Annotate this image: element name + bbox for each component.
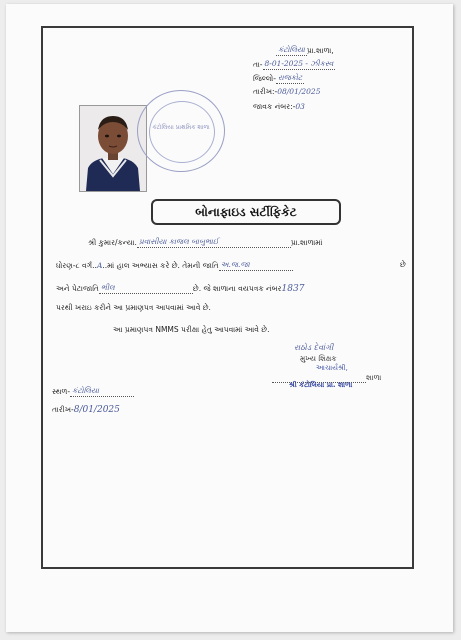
footer-place-value: કંટોલિયા bbox=[70, 386, 134, 397]
class-value: A bbox=[96, 261, 103, 270]
principal-stamp bbox=[282, 343, 390, 395]
body-line-2 bbox=[56, 260, 293, 271]
student-name: પ્રવાસીયા કાજલ બાબુભાઈ bbox=[137, 237, 291, 248]
header-taluka-value: 8-01-2025 - ઝીકસ્વ bbox=[264, 59, 334, 68]
header-district-label: જિલ્લો- bbox=[253, 74, 276, 83]
std-middle: ..માં હાલ અભ્યાસ કરે છે. તેમની જાતિ bbox=[102, 261, 219, 270]
caste-value: અ.જ.જા bbox=[219, 260, 293, 271]
student-name-prefix: શ્રી કુમાર/કન્યા. bbox=[88, 238, 137, 247]
header-outward-label: જાવક નંબર:- bbox=[253, 102, 296, 111]
body-line-3 bbox=[56, 283, 304, 294]
subcaste-prefix: અને પેટાજાતિ bbox=[56, 284, 99, 293]
certificate-title: બોનાફાઇડ સર્ટીફિકેટ bbox=[151, 199, 341, 225]
footer-date-line bbox=[52, 405, 120, 415]
gr-number: 1837 bbox=[281, 284, 305, 294]
principal-signature: રાઠોડ દેવાંગી bbox=[294, 343, 334, 352]
header-school-line bbox=[276, 45, 334, 56]
header-outward-value: 03 bbox=[295, 102, 305, 111]
body-line-1 bbox=[88, 237, 322, 248]
principal-role: મુખ્ય શિક્ષક bbox=[300, 354, 337, 363]
school-signature-suffix: શાળા bbox=[366, 373, 382, 382]
footer-place-line bbox=[52, 386, 134, 397]
body-line-5: આ પ્રમાણપત્ર NMMS પરીક્ષા હેતુ આપવામાં આવે છે. bbox=[113, 325, 270, 334]
school-seal bbox=[137, 90, 225, 172]
header-taluka-label: તા- bbox=[253, 60, 263, 69]
student-photo bbox=[79, 105, 147, 192]
header-date-line bbox=[253, 87, 320, 97]
body-line-4: પરથી ખરાઇ કરીને આ પ્રમાણપત્ર આપવામાં આવે છે. bbox=[56, 303, 211, 312]
school-seal-inner-ring bbox=[149, 101, 215, 163]
student-name-suffix: પ્રા.શાળામાં bbox=[290, 238, 323, 247]
footer-place-label: સ્થળ- bbox=[52, 387, 71, 396]
student-photo-drawing bbox=[80, 106, 146, 191]
header-date-label: તારીખ:- bbox=[253, 87, 278, 96]
header-date-value: 08/01/2025 bbox=[277, 87, 321, 96]
school-stamp-text: શ્રી કંટોલિયા પ્રા. શાળા bbox=[289, 381, 353, 389]
std-suffix: છે bbox=[400, 260, 406, 269]
header-outward-line bbox=[253, 102, 305, 112]
certificate-sheet bbox=[6, 4, 453, 632]
header-taluka-line bbox=[253, 59, 335, 70]
header-district-value: રાજકોટ bbox=[277, 73, 303, 82]
std-prefix: ધોરણ-૮ વર્ગ.. bbox=[56, 261, 97, 270]
header-school-suffix: પ્રા.શાળા, bbox=[306, 46, 334, 55]
footer-date-label: તારીખ- bbox=[52, 405, 74, 414]
subcaste-value: ભીલ bbox=[99, 283, 193, 294]
school-seal-text: કંટોલિયા પ્રાથમિક શાળા bbox=[152, 124, 210, 131]
principal-acharya: આચાર્યશ્રી, bbox=[316, 364, 348, 372]
footer-date-value: 8/01/2025 bbox=[73, 405, 120, 415]
header-district-line bbox=[253, 73, 304, 84]
header-school-name: કંટોલિયા bbox=[278, 45, 305, 54]
subcaste-middle: છે. જે શાળાના વયપત્રક નંબર bbox=[192, 284, 282, 293]
